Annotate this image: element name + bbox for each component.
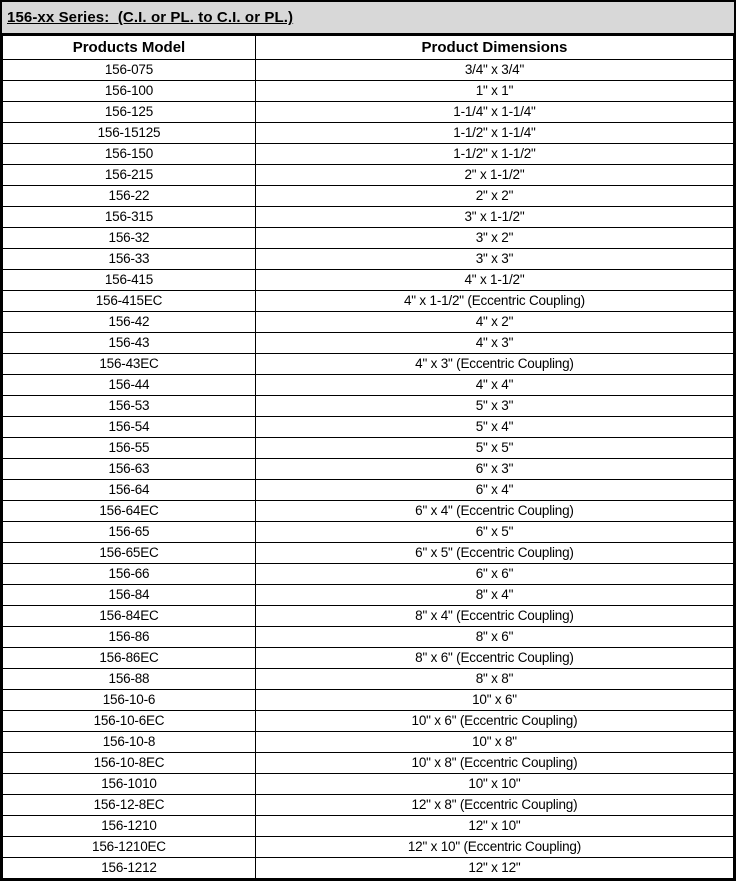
model-cell: 156-150 bbox=[3, 144, 256, 165]
table-row bbox=[3, 207, 734, 228]
table-row bbox=[3, 753, 734, 774]
dimensions-cell: 3" x 3" bbox=[255, 249, 733, 270]
model-cell: 156-10-6EC bbox=[3, 711, 256, 732]
table-row bbox=[3, 522, 734, 543]
dimensions-cell: 1-1/4" x 1-1/4" bbox=[255, 102, 733, 123]
dimensions-cell: 8" x 6" bbox=[255, 627, 733, 648]
table-row bbox=[3, 291, 734, 312]
model-cell: 156-86EC bbox=[3, 648, 256, 669]
model-cell: 156-100 bbox=[3, 81, 256, 102]
model-cell: 156-43 bbox=[3, 333, 256, 354]
dimensions-cell: 4" x 1-1/2" bbox=[255, 270, 733, 291]
table-row bbox=[3, 564, 734, 585]
dimensions-cell: 3/4" x 3/4" bbox=[255, 60, 733, 81]
dimensions-cell: 5" x 5" bbox=[255, 438, 733, 459]
table-row bbox=[3, 81, 734, 102]
table-header-row bbox=[3, 36, 734, 60]
dimensions-cell: 4" x 2" bbox=[255, 312, 733, 333]
model-cell: 156-33 bbox=[3, 249, 256, 270]
dimensions-cell: 10" x 6" bbox=[255, 690, 733, 711]
table-row bbox=[3, 627, 734, 648]
dimensions-cell: 12" x 12" bbox=[255, 858, 733, 879]
table-row bbox=[3, 375, 734, 396]
table-row bbox=[3, 648, 734, 669]
table-row bbox=[3, 543, 734, 564]
model-cell: 156-10-8EC bbox=[3, 753, 256, 774]
table-row bbox=[3, 123, 734, 144]
table-row bbox=[3, 711, 734, 732]
dimensions-cell: 5" x 4" bbox=[255, 417, 733, 438]
model-cell: 156-215 bbox=[3, 165, 256, 186]
table-row bbox=[3, 795, 734, 816]
table-row bbox=[3, 858, 734, 879]
table-row bbox=[3, 459, 734, 480]
dimensions-cell: 6" x 3" bbox=[255, 459, 733, 480]
dimensions-cell: 2" x 1-1/2" bbox=[255, 165, 733, 186]
model-cell: 156-63 bbox=[3, 459, 256, 480]
dimensions-cell: 12" x 8" (Eccentric Coupling) bbox=[255, 795, 733, 816]
model-cell: 156-10-8 bbox=[3, 732, 256, 753]
dimensions-cell: 10" x 8" bbox=[255, 732, 733, 753]
model-cell: 156-1212 bbox=[3, 858, 256, 879]
table-row bbox=[3, 312, 734, 333]
products-table bbox=[2, 35, 734, 879]
table-row bbox=[3, 186, 734, 207]
dimensions-cell: 5" x 3" bbox=[255, 396, 733, 417]
table-row bbox=[3, 774, 734, 795]
table-row bbox=[3, 354, 734, 375]
model-cell: 156-12-8EC bbox=[3, 795, 256, 816]
model-cell: 156-315 bbox=[3, 207, 256, 228]
model-cell: 156-55 bbox=[3, 438, 256, 459]
dimensions-cell: 6" x 4" bbox=[255, 480, 733, 501]
model-cell: 156-84EC bbox=[3, 606, 256, 627]
dimensions-cell: 8" x 8" bbox=[255, 669, 733, 690]
table-row bbox=[3, 228, 734, 249]
model-cell: 156-86 bbox=[3, 627, 256, 648]
model-cell: 156-22 bbox=[3, 186, 256, 207]
table-row bbox=[3, 60, 734, 81]
table-row bbox=[3, 837, 734, 858]
model-cell: 156-415EC bbox=[3, 291, 256, 312]
dimensions-cell: 6" x 6" bbox=[255, 564, 733, 585]
series-title: 156-xx Series: (C.I. or PL. to C.I. or PL.) bbox=[7, 9, 294, 26]
table-row bbox=[3, 669, 734, 690]
table-row bbox=[3, 480, 734, 501]
model-cell: 156-1210EC bbox=[3, 837, 256, 858]
table-row bbox=[3, 438, 734, 459]
dimensions-cell: 3" x 2" bbox=[255, 228, 733, 249]
dimensions-cell: 4" x 3" bbox=[255, 333, 733, 354]
dimensions-cell: 8" x 4" bbox=[255, 585, 733, 606]
model-cell: 156-64EC bbox=[3, 501, 256, 522]
model-cell: 156-15125 bbox=[3, 123, 256, 144]
table-row bbox=[3, 102, 734, 123]
table-row bbox=[3, 165, 734, 186]
dimensions-cell: 4" x 4" bbox=[255, 375, 733, 396]
table-row bbox=[3, 816, 734, 837]
model-cell: 156-1210 bbox=[3, 816, 256, 837]
model-cell: 156-415 bbox=[3, 270, 256, 291]
title-bar bbox=[2, 2, 734, 35]
col-header-product-dimensions: Product Dimensions bbox=[255, 36, 733, 60]
col-header-products-model: Products Model bbox=[3, 36, 256, 60]
model-cell: 156-53 bbox=[3, 396, 256, 417]
model-cell: 156-84 bbox=[3, 585, 256, 606]
dimensions-cell: 10" x 10" bbox=[255, 774, 733, 795]
model-cell: 156-1010 bbox=[3, 774, 256, 795]
model-cell: 156-43EC bbox=[3, 354, 256, 375]
dimensions-cell: 6" x 5" bbox=[255, 522, 733, 543]
table-row bbox=[3, 270, 734, 291]
model-cell: 156-88 bbox=[3, 669, 256, 690]
table-body bbox=[3, 60, 734, 879]
dimensions-cell: 10" x 8" (Eccentric Coupling) bbox=[255, 753, 733, 774]
model-cell: 156-65 bbox=[3, 522, 256, 543]
table-row bbox=[3, 333, 734, 354]
dimensions-cell: 1-1/2" x 1-1/4" bbox=[255, 123, 733, 144]
dimensions-cell: 8" x 6" (Eccentric Coupling) bbox=[255, 648, 733, 669]
model-cell: 156-125 bbox=[3, 102, 256, 123]
dimensions-cell: 12" x 10" bbox=[255, 816, 733, 837]
dimensions-cell: 4" x 1-1/2" (Eccentric Coupling) bbox=[255, 291, 733, 312]
model-cell: 156-66 bbox=[3, 564, 256, 585]
table-row bbox=[3, 501, 734, 522]
dimensions-cell: 4" x 3" (Eccentric Coupling) bbox=[255, 354, 733, 375]
table-row bbox=[3, 144, 734, 165]
model-cell: 156-44 bbox=[3, 375, 256, 396]
model-cell: 156-54 bbox=[3, 417, 256, 438]
model-cell: 156-075 bbox=[3, 60, 256, 81]
table-row bbox=[3, 606, 734, 627]
table-row bbox=[3, 396, 734, 417]
table-row bbox=[3, 417, 734, 438]
dimensions-cell: 10" x 6" (Eccentric Coupling) bbox=[255, 711, 733, 732]
dimensions-cell: 8" x 4" (Eccentric Coupling) bbox=[255, 606, 733, 627]
table-row bbox=[3, 732, 734, 753]
model-cell: 156-64 bbox=[3, 480, 256, 501]
model-cell: 156-42 bbox=[3, 312, 256, 333]
model-cell: 156-65EC bbox=[3, 543, 256, 564]
dimensions-cell: 3" x 1-1/2" bbox=[255, 207, 733, 228]
model-cell: 156-10-6 bbox=[3, 690, 256, 711]
model-cell: 156-32 bbox=[3, 228, 256, 249]
dimensions-cell: 12" x 10" (Eccentric Coupling) bbox=[255, 837, 733, 858]
dimensions-cell: 2" x 2" bbox=[255, 186, 733, 207]
dimensions-cell: 6" x 5" (Eccentric Coupling) bbox=[255, 543, 733, 564]
dimensions-cell: 6" x 4" (Eccentric Coupling) bbox=[255, 501, 733, 522]
dimensions-cell: 1-1/2" x 1-1/2" bbox=[255, 144, 733, 165]
table-row bbox=[3, 690, 734, 711]
dimensions-cell: 1" x 1" bbox=[255, 81, 733, 102]
table-row bbox=[3, 249, 734, 270]
table-row bbox=[3, 585, 734, 606]
